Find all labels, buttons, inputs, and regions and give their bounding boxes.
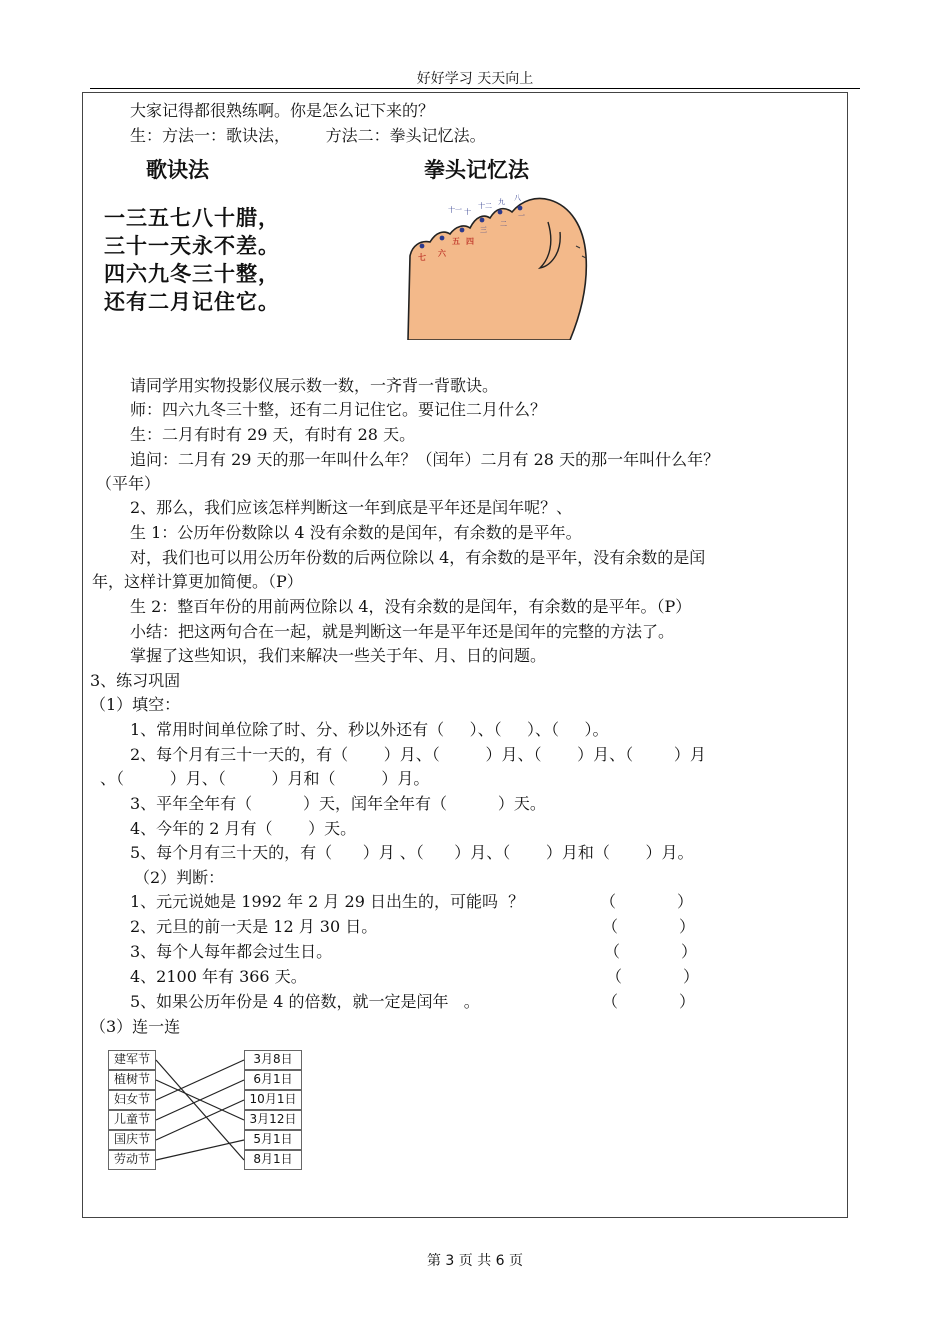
connect-line [156, 1060, 244, 1100]
judge-item: 1、元元说她是 1992 年 2 月 29 日出生的，可能吗 ？ [130, 892, 525, 911]
judge-item: 4、2100 年有 366 天。 [130, 967, 307, 986]
fill-item: 2、每个月有三十一天的，有（ ）月、（ ）月、（ ）月、（ ）月 [130, 745, 706, 764]
connect-heading: （3）连一连 [90, 1017, 181, 1036]
festival-box: 植树节 [108, 1070, 156, 1090]
judge-item: 2、元旦的前一天是 12 月 30 日。 [130, 917, 378, 936]
festival-box: 妇女节 [108, 1090, 156, 1110]
judge-item: 5、如果公历年份是 4 的倍数，就一定是闰年 。 [130, 992, 480, 1011]
date-box: 6月1日 [244, 1070, 302, 1090]
page-footer: 第 3 页 共 6 页 [426, 1253, 524, 1269]
body-line: 对，我们也可以用公历年份数的后两位除以 4，有余数的是平年，没有余数的是闰 [130, 548, 706, 567]
connect-line [156, 1060, 244, 1160]
fill-item: 3、平年全年有（ ）天，闰年全年有（ ）天。 [130, 794, 546, 813]
svg-text:四: 四 [466, 237, 474, 246]
poem-line: 三十一天永不差。 [104, 234, 280, 258]
svg-text:十一: 十一 [448, 206, 462, 214]
body-line: 生 1：公历年份数除以 4 没有余数的是闰年，有余数的是平年。 [130, 523, 582, 542]
festival-box: 儿童节 [108, 1110, 156, 1130]
date-box: 3月12日 [244, 1110, 302, 1130]
song-method-title: 歌诀法 [146, 158, 209, 182]
svg-text:七: 七 [418, 253, 426, 262]
body-line: 生：二月有时有 29 天，有时有 28 天。 [130, 425, 416, 444]
date-box: 3月8日 [244, 1050, 302, 1070]
svg-text:八: 八 [514, 194, 521, 202]
festival-box: 国庆节 [108, 1130, 156, 1150]
date-box: 5月1日 [244, 1130, 302, 1150]
connect-line [156, 1100, 244, 1140]
svg-text:十二: 十二 [478, 202, 492, 210]
body-line: 追问：二月有 29 天的那一年叫什么年？（闰年）二月有 28 天的那一年叫什么年？ [130, 450, 720, 469]
judge-answer-paren: （ ） [602, 992, 696, 1011]
svg-text:五: 五 [452, 237, 460, 246]
body-line: 请同学用实物投影仪展示数一数，一齐背一背歌诀。 [130, 376, 499, 395]
poem-line: 还有二月记住它。 [104, 290, 280, 314]
body-line: 2、那么，我们应该怎样判断这一年到底是平年还是闰年呢？、 [130, 498, 573, 517]
svg-text:十: 十 [464, 208, 471, 216]
date-box: 8月1日 [244, 1150, 302, 1170]
judge-heading: （2）判断： [134, 868, 225, 887]
svg-text:九: 九 [498, 198, 505, 206]
body-line: （平年） [96, 474, 161, 493]
svg-text:三: 三 [480, 226, 487, 234]
judge-answer-paren: （ ） [600, 892, 694, 911]
fill-item: 4、今年的 2 月有（ ）天。 [130, 819, 357, 838]
body-line: 掌握了这些知识，我们来解决一些关于年、月、日的问题。 [130, 646, 547, 665]
fill-item: 、（ ）月、（ ）月和（ ）月。 [100, 769, 430, 788]
judge-answer-paren: （ ） [602, 917, 696, 936]
fist-method-title: 拳头记忆法 [424, 158, 529, 182]
judge-answer-paren: （ ） [604, 942, 698, 961]
intro-line: 大家记得都很熟练啊。你是怎么记下来的？ [130, 101, 435, 120]
poem-line: 一三五七八十腊， [104, 206, 280, 230]
fill-item: 5、每个月有三十天的，有（ ）月 、（ ）月、（ ）月和（ ）月。 [130, 843, 694, 862]
connect-line [156, 1140, 244, 1160]
svg-text:一: 一 [518, 212, 525, 220]
svg-text:二: 二 [500, 220, 507, 228]
intro-line: 生：方法一：歌诀法， 方法二：拳头记忆法。 [130, 126, 486, 145]
body-line: 小结：把这两句合在一起，就是判断这一年是平年还是闰年的完整的方法了。 [130, 622, 675, 641]
svg-text:六: 六 [438, 249, 446, 258]
body-line: 年，这样计算更加简便。（P） [92, 572, 303, 591]
poem-line: 四六九冬三十整， [104, 262, 280, 286]
fill-heading: （1）填空： [90, 695, 181, 714]
festival-box: 劳动节 [108, 1150, 156, 1170]
festival-box: 建军节 [108, 1050, 156, 1070]
date-box: 10月1日 [244, 1090, 302, 1110]
judge-item: 3、每个人每年都会过生日。 [130, 942, 333, 961]
practice-heading: 3、练习巩固 [90, 671, 181, 690]
fill-item: 1、常用时间单位除了时、分、秒以外还有（ ）、（ ）、（ ）。 [130, 720, 609, 739]
body-line: 师：四六九冬三十整，还有二月记住它。要记住二月什么？ [130, 400, 547, 419]
judge-answer-paren: （ ） [606, 967, 700, 986]
page-header: 好好学习 天天向上 [416, 71, 534, 87]
body-line: 生 2：整百年份的用前两位除以 4，没有余数的是闰年，有余数的是平年。（P） [130, 597, 692, 616]
